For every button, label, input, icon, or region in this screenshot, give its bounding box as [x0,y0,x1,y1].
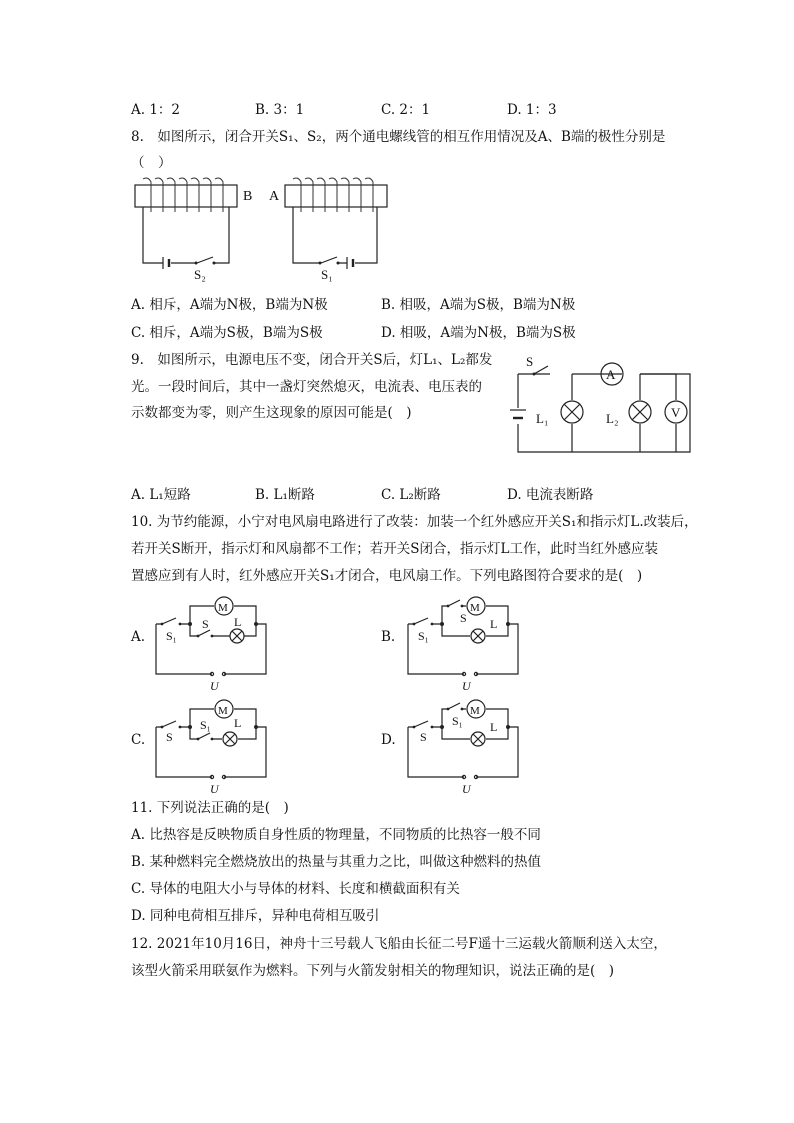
s-label: S [202,617,209,631]
q10-option-c: C. [131,732,146,748]
q8-option-d: D. 相吸，A端为N极，B端为S极 [381,325,576,341]
q12-stem-line2: 该型火箭采用联氨作为燃料。下列与火箭发射相关的物理知识，说法正确的是( ) [131,963,615,979]
s-label: S [166,730,173,744]
q9-option-a: A. L₁短路 [131,487,191,503]
s-label: S [460,611,467,625]
q7-option-d: D. 1：3 [507,102,557,118]
q11-option-b: B. 某种燃料完全燃烧放出的热量与其重力之比，叫做这种燃料的热值 [131,854,542,870]
s-label: S [420,730,427,744]
q9-option-d: D. 电流表断路 [507,487,594,503]
lamp-label: L [234,716,242,730]
label-voltmeter: V [671,405,681,420]
label-b: B [243,189,253,204]
lamp-label: L [490,720,498,734]
lamp-label: L [234,615,242,629]
q10-circuit-d [406,697,526,796]
motor-label: M [470,602,480,614]
q10-circuit-c [154,697,274,796]
q10-circuit-b [406,594,526,693]
q10-option-d: D. [381,732,396,748]
label-ammeter: A [606,367,616,382]
q9-option-b: B. L₁断路 [255,487,315,503]
motor-label: M [218,705,228,717]
u-label: U [462,679,471,693]
label-lamp-l1: L₁ [536,411,549,426]
q11-stem: 11. 下列说法正确的是( ) [131,800,289,816]
q8-stem-line1: 8. 如图所示，闭合开关S₁、S₂，两个通电螺线管的相互作用情况及A、B端的极性分别是 [131,129,666,145]
q12-stem-line1: 12. 2021年10月16日，神舟十三号载人飞船由长征二号F遥十三运载火箭顺利送入太空， [131,936,667,952]
q11-option-a: A. 比热容是反映物质自身性质的物理量，不同物质的比热容一般不同 [131,827,541,843]
u-label: U [210,679,219,693]
s1-label: S₁ [166,629,177,643]
solenoid-core-left [135,185,237,207]
u-label: U [210,782,219,796]
q11-option-c: C. 导体的电阻大小与导体的材料、长度和横截面积有关 [131,881,460,897]
q9-option-c: C. L₂断路 [381,487,441,503]
q9-circuit-diagram [500,354,700,458]
label-switch-s: S [526,354,534,369]
q9-stem-line3: 示数都变为零，则产生这现象的原因可能是( ) [131,405,412,421]
solenoid-core-right [285,185,387,207]
q7-option-a: A. 1：2 [131,102,181,118]
lamp-label: L [490,617,498,631]
q10-stem-line2: 若开关S断开，指示灯和风扇都不工作；若开关S闭合，指示灯L工作，此时当红外感应装 [131,541,658,557]
s1-label: S₁ [418,629,429,643]
q8-option-b: B. 相吸，A端为S极，B端为N极 [381,297,576,313]
q11-option-d: D. 同种电荷相互排斥，异种电荷相互吸引 [131,908,380,924]
s1-label: S₁ [200,718,211,732]
q8-stem-line2: （ ） [131,155,172,171]
motor-label: M [470,705,480,717]
u-label: U [462,782,471,796]
q8-option-c: C. 相斥，A端为S极，B端为S极 [131,325,323,341]
label-a: A [269,189,280,204]
motor-label: M [218,602,228,614]
label-s1: S₁ [321,267,333,282]
q10-option-a: A. [131,629,146,645]
q10-stem-line1: 10. 为节约能源，小宁对电风扇电路进行了改装：加装一个红外感应开关S₁和指示灯L.改装后， [131,514,698,530]
q7-option-b: B. 3：1 [255,102,305,118]
q10-circuit-a [154,594,274,693]
label-lamp-l2: L₂ [606,411,619,426]
q10-option-b: B. [381,629,396,645]
label-s2: S₂ [194,267,206,282]
q10-stem-line3: 置感应到有人时，红外感应开关S₁才闭合，电风扇工作。下列电路图符合要求的是( ) [131,568,643,584]
s1-label: S₁ [452,714,463,728]
q8-solenoid-diagram [125,175,395,285]
q7-option-c: C. 2：1 [381,102,431,118]
q9-stem-line2: 光。一段时间后，其中一盏灯突然熄灭，电流表、电压表的 [131,379,482,395]
q8-option-a: A. 相斥，A端为N极，B端为N极 [131,297,328,313]
q9-stem-line1: 9. 如图所示，电源电压不变，闭合开关S后，灯L₁、L₂都发 [131,352,493,368]
